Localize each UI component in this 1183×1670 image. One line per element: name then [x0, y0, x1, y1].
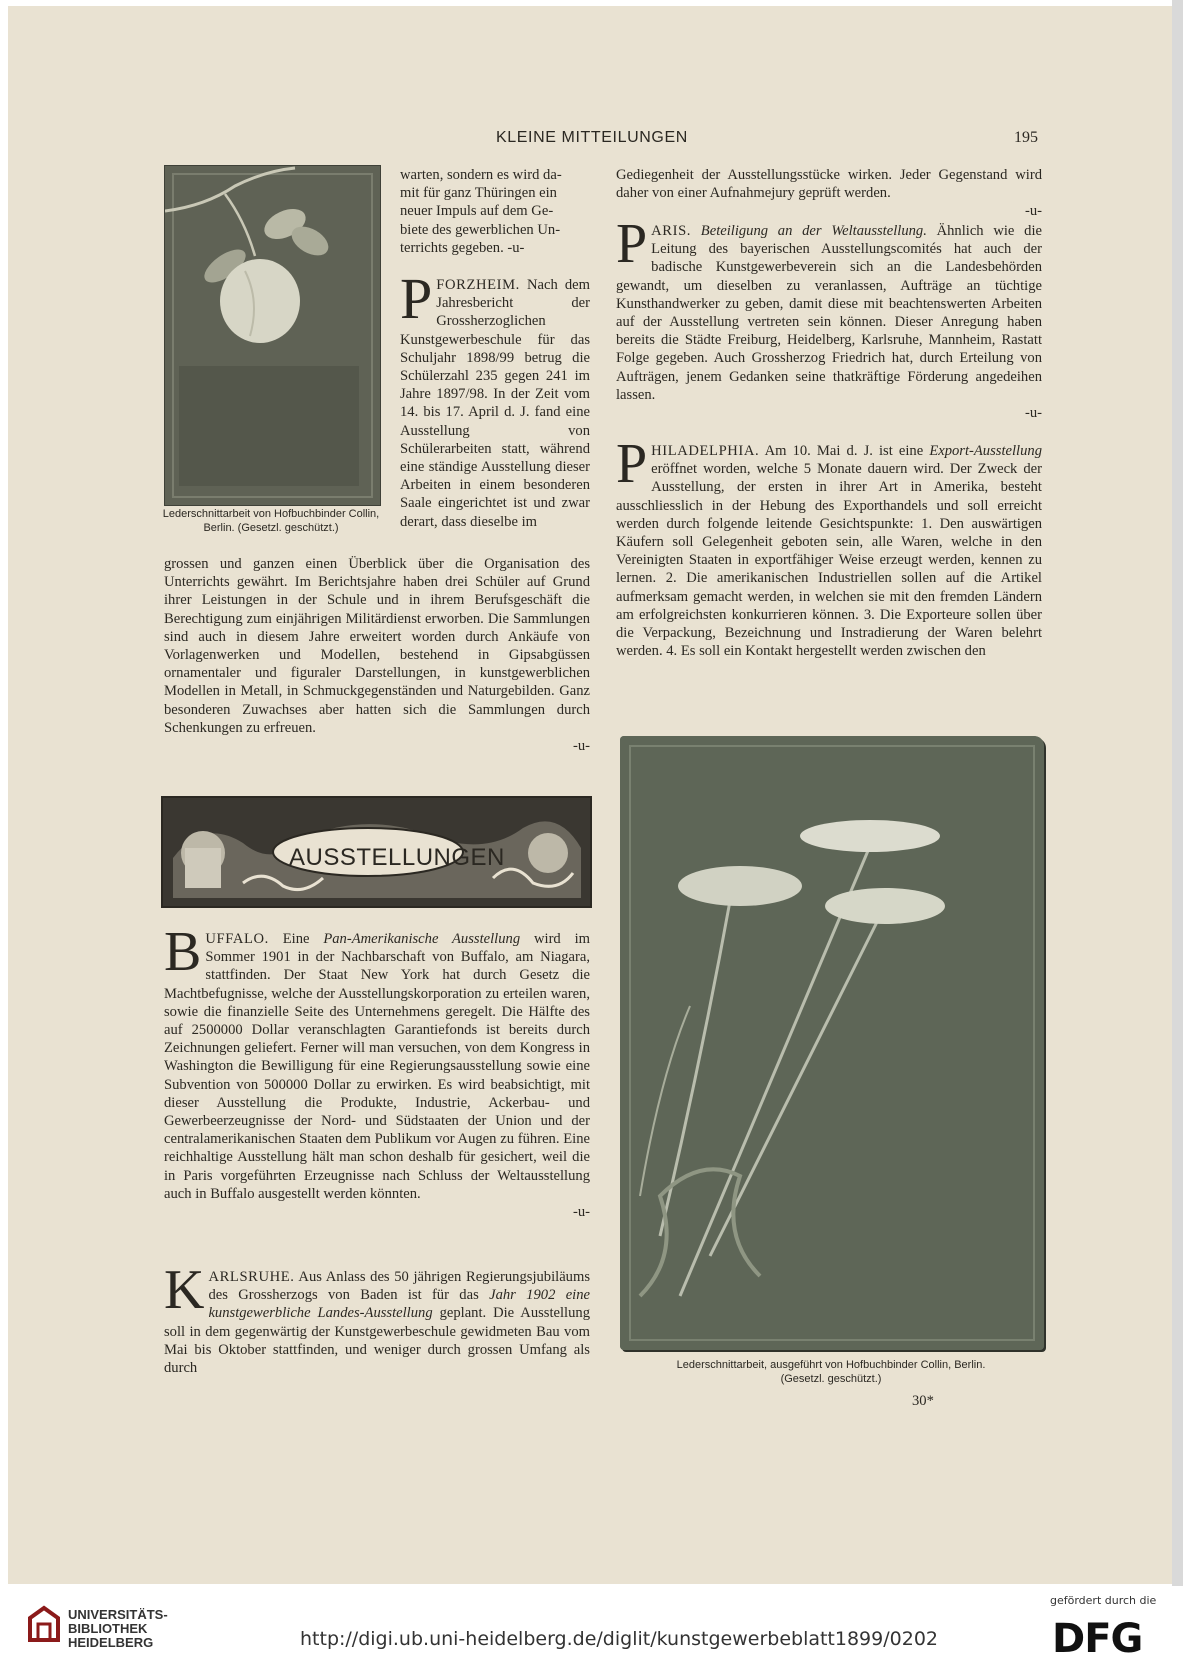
source-url-link[interactable]: http://digi.ub.uni-heidelberg.de/diglit/kunstgewerbeblatt1899/0202 — [300, 1628, 938, 1650]
intro-line: neuer Impuls auf dem Ge- — [400, 203, 554, 220]
intro-line: mit für ganz Thüringen ein — [400, 185, 557, 202]
article-pforzheim-continued — [164, 555, 590, 755]
sheet-mark: 30* — [912, 1393, 934, 1409]
dropcap: P — [616, 433, 648, 495]
dropcap: B — [164, 921, 202, 983]
article-body: Ähnlich wie die Leitung des bayerischen Ausstellungscomités hat auch der badische Kunstgewerbeverein sich an die Landesbehörden gewandt, um dieselben zu veranlassen, Aufträge an tüchtige Kunsthandwerker zu geben, damit diese mit beachtenswerten Arbeiten auf der Ausstellung vertreten sein können. Dieser Anregung haben bereits die Städte Freiburg, Heidelberg, Karlsruhe, Mannheim, Rastatt Folge gegeben. Auch Grossherzog Friedrich hat, durch Erteilung von Aufträgen, jenem Gedanken seine thatkräftige Förderung angedeihen lassen. — [616, 223, 1042, 403]
intro-line: warten, sondern es wird da- — [400, 167, 562, 183]
apple-caption: Lederschnittarbeit von Hofbuchbinder Collin, Berlin. (Gesetzl. geschützt.) — [162, 508, 380, 534]
article-italic: Pan-Amerikanische Ausstellung — [323, 931, 521, 947]
article-body: Am 10. Mai d. J. ist eine — [764, 443, 930, 459]
apple-illustration — [165, 166, 380, 505]
article-body: Eine — [282, 931, 324, 947]
ausstellungen-banner — [161, 796, 592, 908]
umbel-illustration — [620, 736, 1044, 1350]
article-paris — [616, 213, 1042, 422]
library-name: UNIVERSITÄTS- BIBLIOTHEK HEIDELBERG — [68, 1607, 168, 1650]
intro-line: biete des gewerblichen Un- — [400, 221, 561, 238]
banner-title: AUSSTELLUNGEN — [289, 844, 505, 871]
caption-line: (Gesetzl. geschützt.) — [780, 1373, 882, 1385]
caption-line: Lederschnittarbeit, ausgeführt von Hofbuchbinder Collin, Berlin. — [676, 1359, 986, 1371]
intro-line: terrichts gegeben. -u- — [400, 239, 525, 256]
article-lead: ARIS. — [651, 223, 692, 239]
dfg-logo: DFG — [1052, 1616, 1143, 1662]
article-philadelphia — [616, 433, 1042, 660]
article-lead: HILADELPHIA. — [651, 443, 760, 459]
article-lead: ARLSRUHE. — [208, 1269, 295, 1285]
article-body: geplant. Die Ausstellung soll in dem gegenwärtig der Kunstgewerbeschule gewidmeten Bau vom Mai bis Oktober stattfinden, und weniger durch grossen Umfang als durch — [164, 1305, 591, 1377]
page-edge — [1172, 0, 1183, 1586]
footer-bar — [0, 1586, 1183, 1670]
intro-text — [400, 166, 590, 257]
author-signature: -u- — [572, 738, 590, 755]
article-karlsruhe — [164, 1259, 591, 1377]
funding-note: gefördert durch die — [1050, 1594, 1157, 1607]
umbel-caption — [616, 1358, 1046, 1386]
page-number: 195 — [1014, 129, 1038, 146]
dropcap: P — [616, 213, 648, 275]
author-signature: -u- — [1024, 405, 1042, 422]
author-signature: -u- — [1024, 203, 1042, 220]
article-body: Gediegenheit der Ausstellungsstücke wirken. Jeder Gegenstand wird daher von einer Aufnahmejury geprüft werden. — [616, 167, 1042, 202]
article-lead: FORZHEIM. — [436, 277, 520, 293]
author-signature: -u- — [572, 1204, 590, 1221]
article-buffalo — [164, 921, 590, 1221]
article-body: eröffnet worden, welche 5 Monate dauern wird. Der Zweck der Ausstellung, der ersten in ihrer Art in Amerika, besteht ausschliesslich in der Hebung des Exporthandels und soll erreicht werden durch folgende leitende Gesichtspunkte: 1. Den auswärtigen Käufern soll Gelegenheit geboten sein, alle Waren, welche in den Vereinigten Staaten in exportfähiger Weise erzeugt werden, kennen zu lernen. 2. Die amerikanischen Industriellen sollen auf die Artikel aufmerksam gemacht werden, in welchen sie mit den fremden Ländern am erfolgreichsten konkurrieren können. 3. Die Exporteure sollen über die Verpackung, Bezeichnung und Instradierung der Waren belehrt werden. 4. Es soll ein Kontakt hergestellt werden zwischen den — [616, 461, 1042, 660]
umbel-leather-plate — [620, 736, 1044, 1350]
dropcap: K — [164, 1259, 205, 1321]
apple-leather-plate — [164, 165, 381, 506]
page-header-title: KLEINE MITTEILUNGEN — [496, 129, 688, 146]
article-italic: Jahr 1902 eine kunstgewerbliche Landes-Ausstellung — [208, 1287, 590, 1322]
article-body: grossen und ganzen einen Überblick über die Organisation des Unterrichts gewährt. Im Berichtsjahre haben drei Schüler auf Grund ihrer Leistungen in der Schule und in ihrem Berufsgeschäft die Berechtigung zum einjährigen Militärdienst erworben. Die Sammlungen sind auch in diesem Jahre erweitert worden durch Ankäufe von Vorlagenwerken und Modellen, bestehend in Gipsabgüssen ornamentaler und figuraler Darstellungen, in kunstgewerblichen Modellen in Metall, in Schmuckgegenständen und Naturgebilden. Ganz besonderen Zuwachses aber hatten sich die Sammlungen durch Schenkungen zu erfreuen. — [164, 556, 590, 736]
article-body: Aus Anlass des 50 jährigen Regierungsjubiläums des Grossherzogs von Baden ist für das — [208, 1269, 591, 1304]
article-lead: UFFALO. — [205, 931, 269, 947]
article-italic: Export-Ausstellung — [929, 443, 1042, 459]
dropcap: P — [400, 266, 433, 331]
article-pforzheim — [400, 266, 590, 531]
article-body: wird im Sommer 1901 in der Nachbarschaft von Buffalo, am Niagara, stattfinden. Der Staat New York hat durch Gesetz die Machtbefugnisse, welche der Ausstellungskorporation zu erteilen waren, sowie die finanzielle Seite des Unternehmens geregelt. Die Hälfte des auf 2500000 Dollar veranschlagten Garantiefonds ist bereits durch Zeichnungen geliefert. Ferner will man versuchen, von dem Kongress in Washington die Bewilligung für eine Regierungsausstellung sowie eine Subvention von 500000 Dollar zu erwirken. Es wird beabsichtigt, mit dieser Ausstellung die Produkte, Industrie, Ackerbau- und Gewerbeerzeugnisse der Nord- und Südstaaten der Union und der centralamerikanischen Staaten dem Publikum vor Augen zu führen. Eine reichhaltige Ausstellung hält man schon deshalb für gesichert, weil die in Paris vorgeführten Erzeugnisse nach Schluss der Weltausstellung auch in Buffalo ausgestellt werden könnten. — [164, 931, 590, 1202]
library-logo-icon — [26, 1604, 62, 1644]
article-italic: Beteiligung an der Weltausstellung. — [700, 223, 927, 239]
col2-intro — [616, 166, 1042, 221]
article-body: Nach dem Jahresbericht der Grossherzoglichen Kunstgewerbeschule für das Schuljahr 1898/99 betrug die Schülerzahl 235 gegen 241 im Jahre 1897/98. In der Zeit vom 14. bis 17. April d. J. fand eine Ausstellung von Schülerarbeiten statt, während eine ständige Ausstellung dieser Arbeiten in einem besonderen Saale eingerichtet ist und zwar derart, dass dieselbe im — [400, 277, 590, 530]
